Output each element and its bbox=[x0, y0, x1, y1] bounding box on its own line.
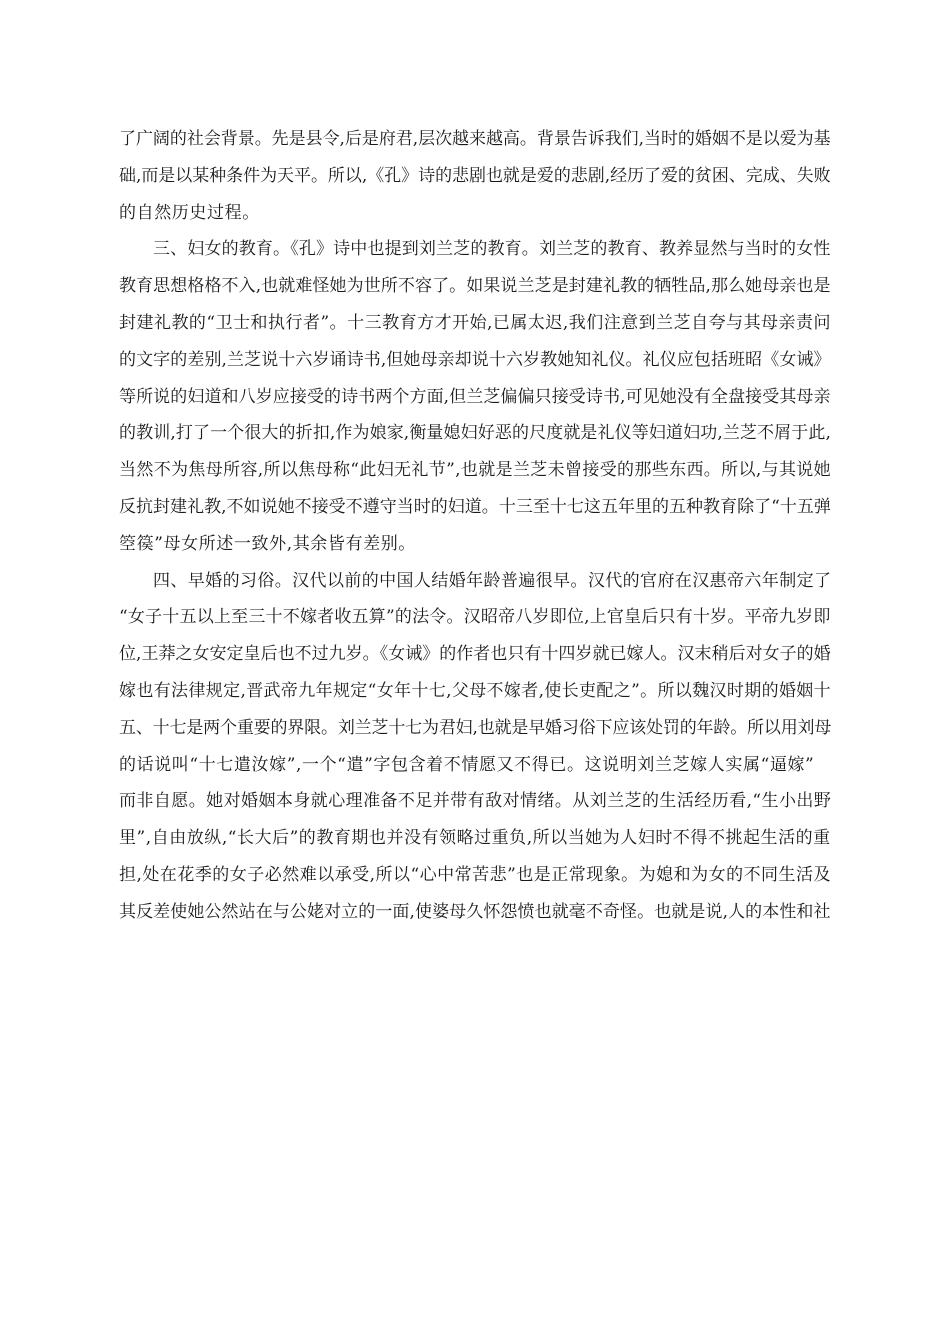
text-line: 的自然历史过程。 bbox=[119, 202, 260, 223]
text-line: 等所说的妇道和八岁应接受的诗书两个方面,但兰芝偏偏只接受诗书,可见她没有全盘接受其母亲 bbox=[119, 386, 831, 407]
text-line: 了广阔的社会背景。先是县令,后是府君,层次越来越高。背景告诉我们,当时的婚姻不是以爱为基 bbox=[119, 129, 831, 149]
paragraph-start-line: 三、妇女的教育。《孔》诗中也提到刘兰芝的教育。刘兰芝的教育、教养显然与当时的女性 bbox=[153, 239, 831, 260]
text-line: “女子十五以上至三十不嫁者收五算”的法令。汉昭帝八岁即位,上官皇后只有十岁。平帝九岁即 bbox=[119, 607, 831, 628]
text-line: 的文字的差别,兰芝说十六岁诵诗书,但她母亲却说十六岁教她知礼仪。礼仪应包括班昭《女诫》 bbox=[119, 349, 831, 370]
text-line: 的教训,打了一个很大的折扣,作为娘家,衡量媳妇好恶的尺度就是礼仪等妇道妇功,兰芝不屑于此, bbox=[119, 423, 832, 444]
paragraph-start-line: 四、早婚的习俗。汉代以前的中国人结婚年龄普遍很早。汉代的官府在汉惠帝六年制定了 bbox=[153, 570, 832, 591]
text-line: 里”,自由放纵,“长大后”的教育期也并没有领略过重负,所以当她为人妇时不得不挑起生活的重 bbox=[119, 828, 831, 849]
body-text bbox=[119, 121, 831, 931]
text-line: 当然不为焦母所容,所以焦母称“此妇无礼节”,也就是兰芝未曾接受的那些东西。所以,与其说她 bbox=[119, 460, 831, 481]
text-line: 础,而是以某种条件为天平。所以,《孔》诗的悲剧也就是爱的悲剧,经历了爱的贫困、完成、失败 bbox=[119, 165, 831, 186]
text-line: 五、十七是两个重要的界限。刘兰芝十七为君妇,也就是早婚习俗下应该处罚的年龄。所以用刘母 bbox=[119, 717, 832, 738]
text-line: 封建礼教的“卫士和执行者”。十三教育方才开始,已属太迟,我们注意到兰芝自夸与其母亲责问 bbox=[119, 312, 831, 333]
text-line: 箜篌”母女所述一致外,其余皆有差别。 bbox=[119, 533, 416, 554]
text-line: 反抗封建礼教,不如说她不接受不遵守当时的妇道。十三至十七这五年里的五种教育除了“十五弹 bbox=[119, 496, 831, 517]
text-line: 其反差使她公然站在与公姥对立的一面,使婆母久怀怨愤也就毫不奇怪。也就是说,人的本性和社 bbox=[119, 901, 831, 922]
text-line: 而非自愿。她对婚姻本身就心理准备不足并带有敌对情绪。从刘兰芝的生活经历看,“生小出野 bbox=[119, 791, 832, 812]
text-line: 教育思想格格不入,也就难怪她为世所不容了。如果说兰芝是封建礼教的牺牲品,那么她母亲也是 bbox=[119, 276, 831, 297]
text-line: 嫁也有法律规定,晋武帝九年规定“女年十七,父母不嫁者,使长吏配之”。所以魏汉时期的婚姻十 bbox=[119, 680, 831, 701]
text-line: 的话说叫“十七遣汝嫁”,一个“遣”字包含着不情愿又不得已。这说明刘兰芝嫁人实属“逼嫁” bbox=[119, 754, 815, 775]
text-line: 位,王莽之女安定皇后也不过九岁。《女诫》的作者也只有十四岁就已嫁人。汉末稍后对女子的婚 bbox=[119, 644, 831, 665]
text-line: 担,处在花季的女子必然难以承受,所以“心中常苦悲”也是正常现象。为媳和为女的不同生活及 bbox=[119, 864, 831, 885]
